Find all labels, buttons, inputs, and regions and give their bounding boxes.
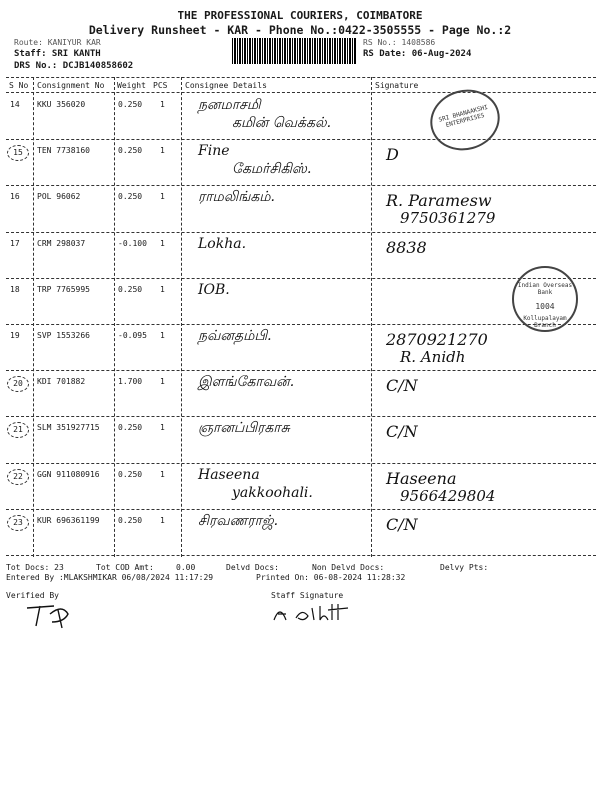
sno-circled: 20 [7, 376, 29, 392]
pcs: 1 [160, 100, 165, 109]
signature-text: C/N [386, 422, 418, 442]
rs-number: RS No.: 1408586 [363, 38, 436, 47]
signature-text-line2: R. Anidh [400, 348, 466, 366]
sno: 18 [10, 284, 20, 294]
bank-stamp-line2: 1004 [535, 302, 555, 311]
row-divider [6, 509, 596, 510]
company-name: THE PROFESSIONAL COURIERS, COIMBATORE [177, 9, 423, 22]
consignment-no: GGN 911080916 [37, 469, 100, 479]
consignment-no: TEN 7738160 [37, 146, 90, 156]
signature-text-line2: 9750361279 [400, 209, 496, 228]
weight: 0.250 [118, 284, 143, 294]
row-divider [6, 185, 596, 186]
sno: 16 [10, 192, 20, 202]
consignment-no: POL 96062 [37, 192, 81, 202]
consignee-name: Lokha. [198, 235, 247, 252]
sno-circled: 22 [7, 469, 29, 485]
rs-date: RS Date: 06-Aug-2024 [363, 49, 472, 59]
pcs: 1 [160, 423, 165, 433]
col-header-consignee: Consignee Details [185, 81, 267, 90]
col-header-consignment: Consignment No [37, 81, 105, 90]
signature-text: C/N [386, 514, 418, 534]
consignment-no: KDI 701882 [37, 377, 86, 387]
consignee-name: சிரவணராஜ். [198, 512, 279, 529]
staff-signature-label: Staff Signature [271, 591, 344, 600]
signature-text: C/N [386, 376, 418, 396]
sno: 14 [10, 100, 20, 109]
route-label: Route: KANIYUR KAR [14, 38, 101, 47]
consignee-name: நவ்னதம்பி. [198, 328, 272, 344]
signature-text-line2: 9566429804 [400, 486, 496, 505]
signature-text: 8838 [386, 237, 427, 257]
pcs: 1 [160, 331, 165, 340]
weight: 0.250 [118, 469, 143, 479]
sno: 17 [10, 238, 20, 248]
bank-stamp-line1: Indian Overseas Bank [517, 282, 573, 296]
consignee-name: நனமாசமி [198, 97, 261, 113]
row-divider [6, 416, 596, 417]
pcs: 1 [160, 146, 165, 156]
sno-circled: 15 [7, 145, 29, 161]
delivered-docs: Delvd Docs: [226, 563, 279, 572]
signature-text: 2870921270 [386, 330, 488, 349]
col-divider [181, 77, 182, 557]
signature-text: Haseena [386, 468, 457, 488]
row-divider [6, 324, 596, 325]
weight: 0.250 [118, 192, 143, 202]
row-divider [6, 232, 596, 233]
pcs: 1 [160, 469, 165, 479]
company-stamp [423, 82, 506, 158]
bank-stamp-line3: Kollupalayam Branch [523, 315, 567, 329]
sno-circled: 23 [7, 515, 29, 531]
weight: 0.250 [118, 423, 143, 433]
pcs: 1 [160, 515, 165, 525]
runsheet-title: Delivery Runsheet - KAR - Phone No.:0422-3505555 - Page No.:2 [88, 23, 512, 37]
col-header-weight: Weight [117, 81, 146, 90]
consignment-no: TRP 7765995 [37, 284, 90, 294]
col-header-signature: Signature [375, 81, 419, 90]
printed-on: Printed On: 06-08-2024 11:28:32 [256, 573, 406, 582]
total-cod-value: 0.00 [176, 563, 196, 572]
total-docs: Tot Docs: 23 [6, 563, 64, 572]
consignee-name: Haseena [198, 466, 260, 483]
consignment-no: SVP 1553266 [37, 331, 90, 340]
non-delivered-docs: Non Delvd Docs: [312, 563, 385, 572]
sno: 19 [10, 331, 20, 340]
row-divider [6, 555, 596, 556]
consignment-no: SLM 351927715 [37, 423, 100, 433]
drs-number: DRS No.: DCJB140858602 [14, 61, 134, 71]
consignment-no: CRM 298037 [37, 238, 86, 248]
col-header-pcs: PCS [153, 81, 168, 90]
col-divider [114, 77, 115, 557]
row-divider [6, 278, 596, 279]
barcode [232, 38, 356, 64]
signature-text: D [386, 145, 399, 165]
entered-by: Entered By :MLAKSHMIKAR 06/08/2024 11:17:29 [6, 573, 214, 582]
weight: -0.100 [118, 238, 147, 248]
consignee-name: IOB. [198, 281, 230, 298]
col-header-sno: S No [9, 81, 29, 90]
consignee-name: ஞானப்பிரகாசு [198, 420, 290, 437]
weight: 1.700 [118, 377, 143, 387]
row-divider [6, 139, 596, 140]
staff-label: Staff: SRI KANTH [14, 49, 101, 59]
verifier-signature [22, 600, 92, 630]
staff-signature [268, 600, 358, 626]
consignment-no: KUR 696361199 [37, 515, 100, 525]
pcs: 1 [160, 192, 165, 202]
pcs: 1 [160, 284, 165, 294]
col-divider [33, 77, 34, 557]
table-top-rule [6, 77, 596, 78]
pcs: 1 [160, 377, 165, 387]
signature-text: R. Paramesw [386, 191, 492, 211]
verified-by-label: Verified By [6, 591, 59, 600]
weight: 0.250 [118, 515, 143, 525]
consignee-name: ராமலிங்கம். [198, 189, 276, 206]
consignment-no: KKU 356020 [37, 100, 86, 109]
company-stamp-text: SRI BHANAAKSHI ENTERPRISES [437, 103, 489, 130]
weight: 0.250 [118, 100, 143, 109]
table-header-rule [6, 92, 596, 93]
delivery-points: Delvy Pts: [440, 563, 489, 572]
weight: 0.250 [118, 146, 143, 156]
consignee-name-line2: yakkoohali. [232, 484, 313, 501]
row-divider [6, 370, 596, 371]
sno-circled: 21 [7, 422, 29, 438]
bank-stamp [512, 266, 578, 332]
col-divider [371, 77, 372, 557]
consignee-name-line2: கமின் வெக்கல். [232, 115, 332, 131]
weight: -0.095 [118, 331, 147, 340]
row-divider [6, 463, 596, 464]
consignee-name: Fine [198, 143, 230, 160]
total-cod-label: Tot COD Amt: [96, 563, 154, 572]
pcs: 1 [160, 238, 165, 248]
consignee-name: இளங்கோவன். [198, 374, 295, 391]
consignee-name-line2: கேமர்சிகிஸ். [232, 161, 312, 178]
